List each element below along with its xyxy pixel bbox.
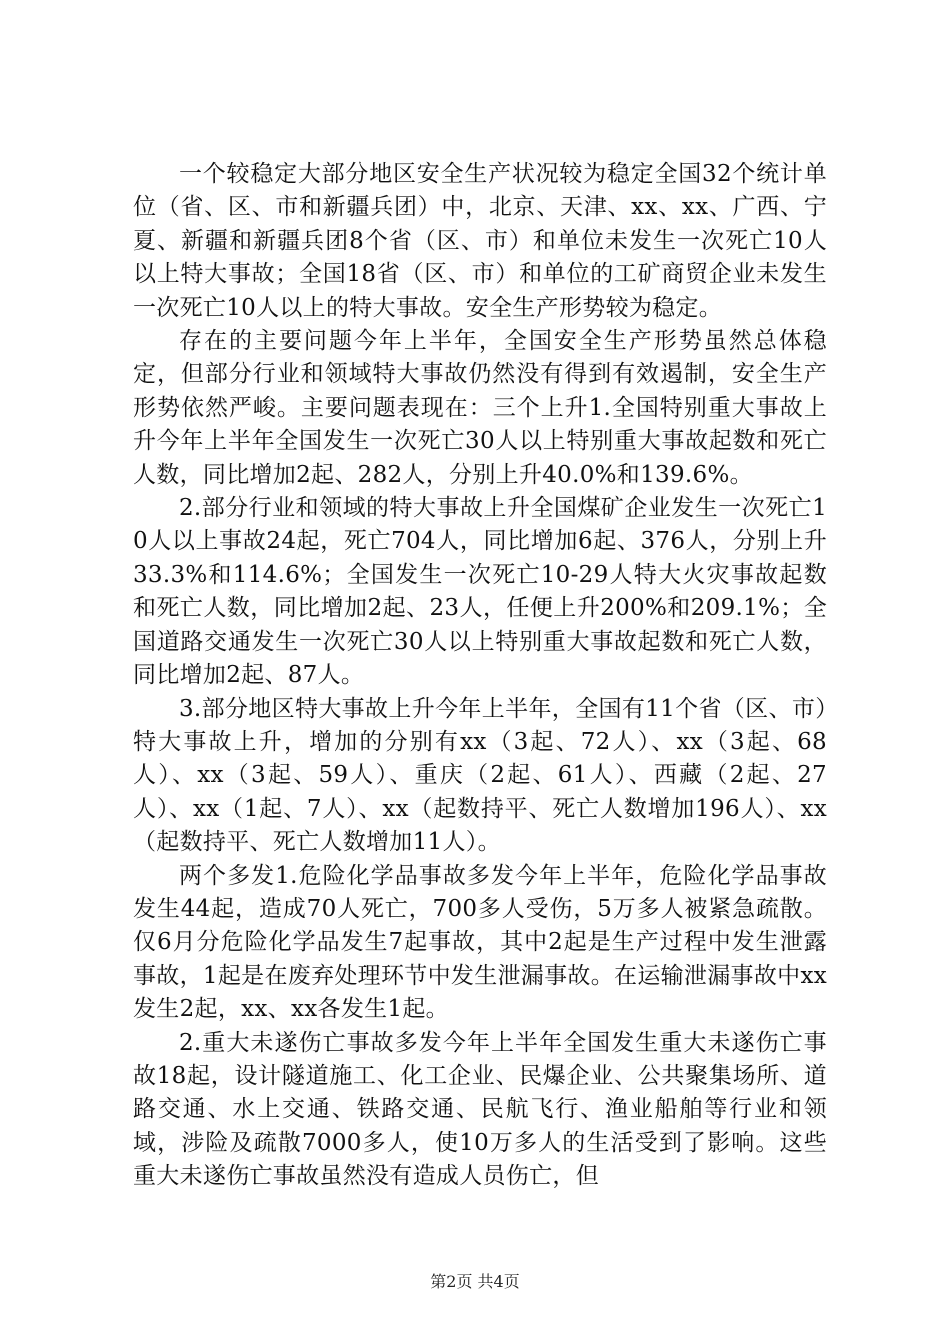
paragraph-hazardous-chemicals: 两个多发1.危险化学品事故多发今年上半年，危险化学品事故发生44起，造成70人死亡，700多人受伤，5万多人被紧急疏散。仅6月分危险化学品发生7起事故，其中2起是生产过程中发生泄露事故，1起是在废弃处理环节中发生泄漏事故。在运输泄漏事故中xx发生2起，xx、xx各发生1起。 [133, 862, 827, 1023]
paragraph-main-problems: 存在的主要问题今年上半年，全国安全生产形势虽然总体稳定，但部分行业和领域特大事故仍然没有得到有效遏制，安全生产形势依然严峻。主要问题表现在：三个上升1.全国特别重大事故上升今年上半年全国发生一次死亡30人以上特别重大事故起数和死亡人数，同比增加2起、282人，分别上升40.0%和139.6%。 [133, 328, 827, 488]
document-body [133, 158, 827, 1194]
paragraph-near-miss-accidents: 2.重大未遂伤亡事故多发今年上半年全国发生重大未遂伤亡事故18起，设计隧道施工、化工企业、民爆企业、公共聚集场所、道路交通、水上交通、铁路交通、民航飞行、渔业船舶等行业和领域，涉险及疏散7000多人，使10万多人的生活受到了影响。这些重大未遂伤亡事故虽然没有造成人员伤亡，但 [133, 1029, 827, 1190]
paragraph-stability: 一个较稳定大部分地区安全生产状况较为稳定全国32个统计单位（省、区、市和新疆兵团）中，北京、天津、xx、xx、广西、宁夏、新疆和新疆兵团8个省（区、市）和单位未发生一次死亡10人以上特大事故；全国18省（区、市）和单位的工矿商贸企业未发生一次死亡10人以上的特大事故。安全生产形势较为稳定。 [133, 161, 827, 321]
paragraph-regional-accidents: 3.部分地区特大事故上升今年上半年，全国有11个省（区、市）特大事故上升，增加的分别有xx（3起、72人）、xx（3起、68人）、xx（3起、59人）、重庆（2起、61人）、西藏（2起、27人）、xx（1起、7人）、xx（起数持平、死亡人数增加196人）、xx（起数持平、死亡人数增加11人）。 [133, 695, 827, 856]
page-number-footer: 第2页 共4页 [430, 1272, 520, 1291]
paragraph-industry-accidents: 2.部分行业和领域的特大事故上升全国煤矿企业发生一次死亡10人以上事故24起，死亡704人，同比增加6起、376人，分别上升33.3%和114.6%；全国发生一次死亡10-29人特大火灾事故起数和死亡人数，同比增加2起、23人，任便上升200%和209.1%；全国道路交通发生一次死亡30人以上特别重大事故起数和死亡人数，同比增加2起、87人。 [133, 495, 827, 689]
